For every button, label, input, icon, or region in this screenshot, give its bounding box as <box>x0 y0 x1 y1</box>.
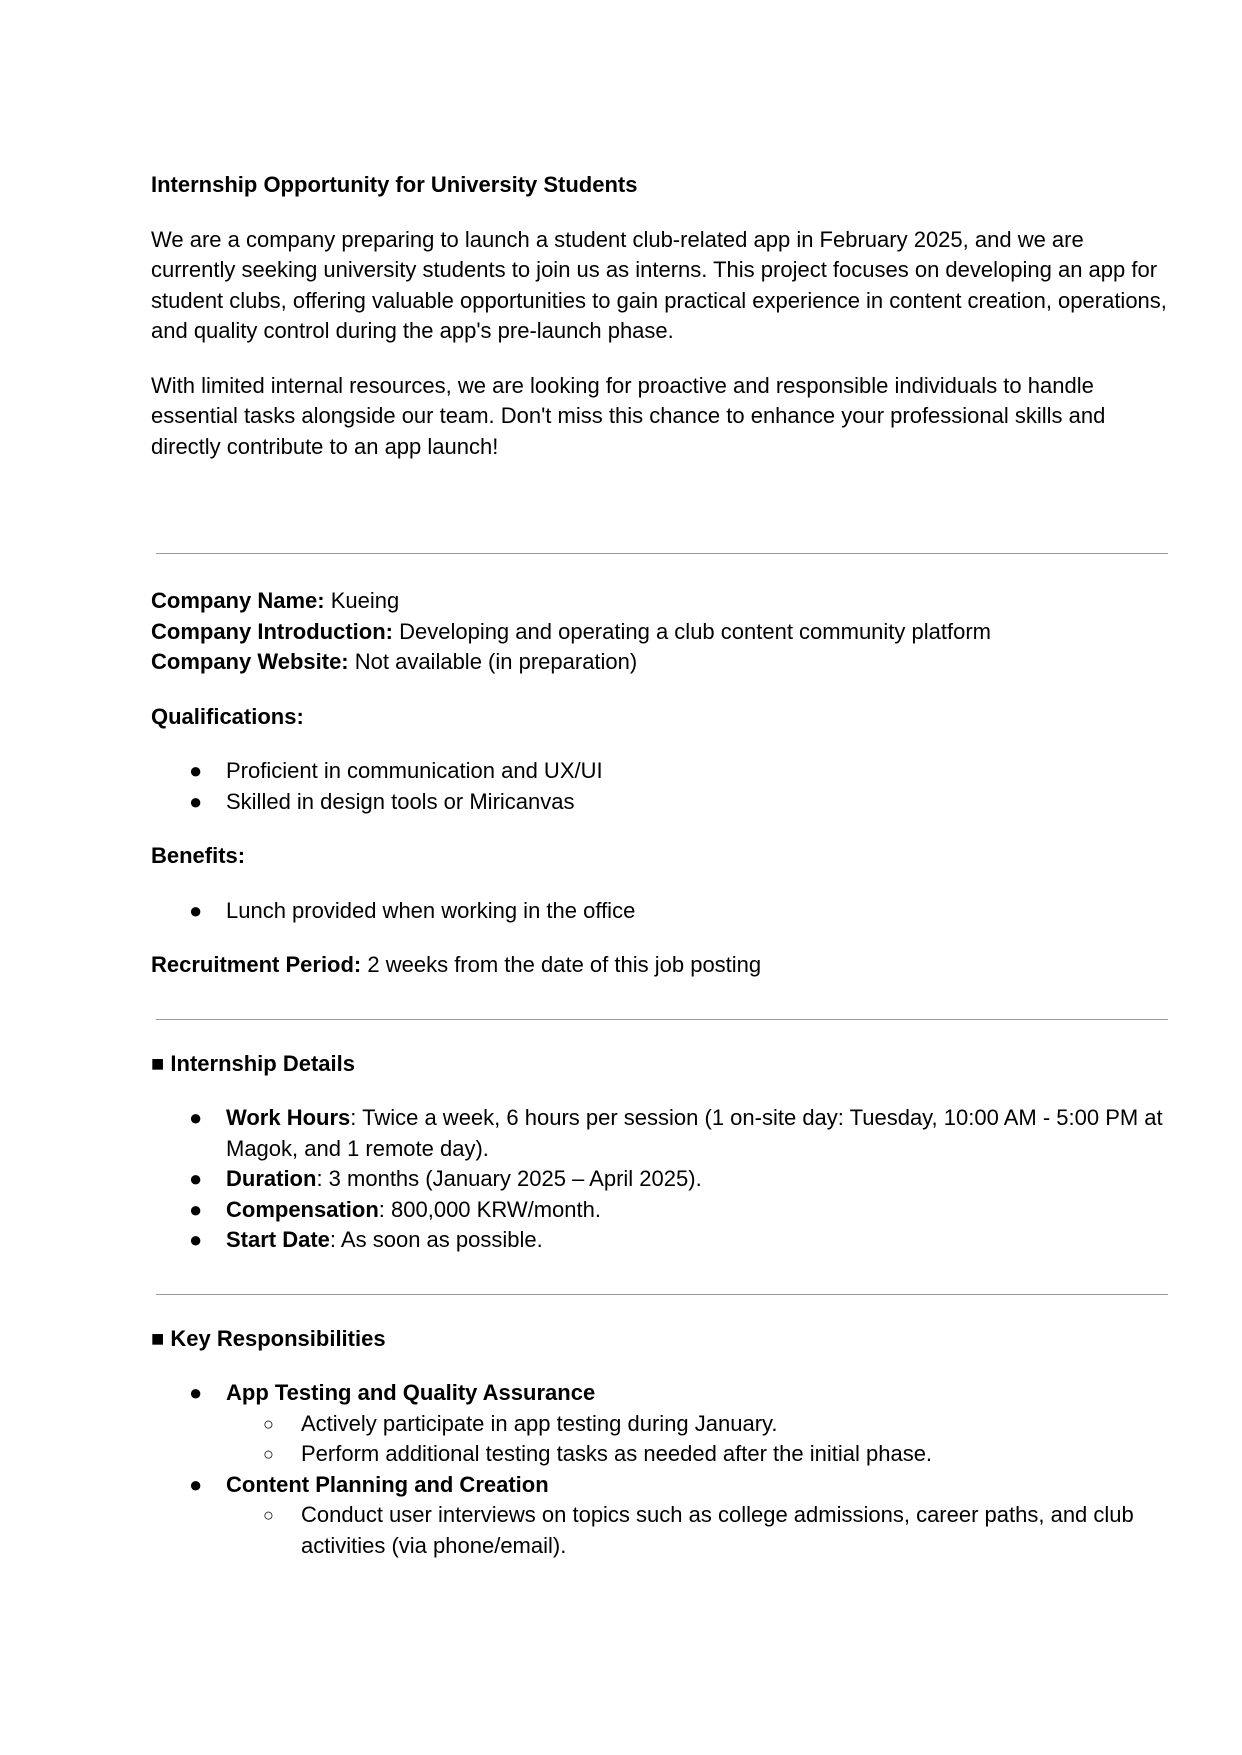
bullet-icon: ● <box>189 1471 203 1497</box>
list-item <box>151 1225 1171 1256</box>
bullet-icon: ● <box>189 1196 203 1222</box>
intro-paragraph-1: We are a company preparing to launch a student club-related app in February 2025, and we are currently seeking university students to join us as interns. This project focuses on developing an app for student clubs, offering valuable opportunities to gain practical experience in content creation, operations, and quality control during the app's pre-launch phase. <box>151 226 1167 343</box>
list-item <box>151 1164 1171 1195</box>
responsibility-title: Content Planning and Creation <box>226 1471 549 1497</box>
company-name-label: Company Name: <box>151 588 325 613</box>
bullet-icon: ● <box>189 897 203 923</box>
recruitment-period-value: 2 weeks from the date of this job posting <box>361 952 762 977</box>
sub-list-item <box>151 1409 1171 1440</box>
qualifications-heading: Qualifications: <box>151 703 304 729</box>
sub-list-item-text: Conduct user interviews on topics such as college admissions, career paths, and club activities (via phone/email). <box>301 1502 1134 1558</box>
list-item <box>151 1378 1171 1470</box>
circle-bullet-icon: ○ <box>263 1444 274 1464</box>
benefits-heading: Benefits: <box>151 843 246 868</box>
list-item <box>151 1195 1171 1226</box>
list-item <box>151 756 1171 787</box>
document-page <box>151 170 1171 1561</box>
internship-details-heading: ■ Internship Details <box>151 1050 355 1076</box>
detail-value: : 3 months (January 2025 – April 2025). <box>316 1166 702 1191</box>
intro-paragraph-2: With limited internal resources, we are looking for proactive and responsible individuals to handle essential tasks alongside our team. Don't miss this chance to enhance your professional skills and directly contribute to an app launch! <box>151 372 1106 459</box>
company-introduction-value: Developing and operating a club content community platform <box>392 618 991 644</box>
circle-bullet-icon: ○ <box>263 1505 274 1525</box>
sub-list-item-text: Perform additional testing tasks as needed after the initial phase. <box>301 1441 933 1466</box>
qualifications-list <box>151 756 1171 817</box>
document-title: Internship Opportunity for University Students <box>151 172 638 197</box>
benefits-list <box>151 896 1171 927</box>
bullet-icon: ● <box>189 758 203 783</box>
internship-details-list <box>151 1103 1171 1256</box>
circle-bullet-icon: ○ <box>263 1413 274 1434</box>
detail-label: Duration <box>226 1166 317 1191</box>
sub-list-item-text: Actively participate in app testing during January. <box>301 1410 778 1436</box>
responsibility-title: App Testing and Quality Assurance <box>226 1380 596 1405</box>
bullet-icon: ● <box>189 1380 203 1405</box>
company-name-value: Kueing <box>324 588 400 613</box>
responsibility-sublist <box>151 1500 1171 1561</box>
bullet-icon: ● <box>189 1166 203 1191</box>
list-item-text: Lunch provided when working in the office <box>226 897 636 923</box>
company-website-value: Not available (in preparation) <box>348 649 638 674</box>
detail-label: Start Date <box>226 1227 330 1252</box>
sub-list-item <box>151 1439 1171 1470</box>
detail-value: : Twice a week, 6 hours per session (1 on-site day: Tuesday, 10:00 AM - 5:00 PM at Magok, and 1 remote day). <box>226 1105 1163 1161</box>
detail-value: : 800,000 KRW/month. <box>378 1196 601 1222</box>
list-item <box>151 787 1171 818</box>
bullet-icon: ● <box>189 1227 203 1252</box>
company-introduction-label: Company Introduction: <box>151 618 393 644</box>
company-introduction <box>151 617 1171 648</box>
responsibility-sublist <box>151 1409 1171 1470</box>
bullet-icon: ● <box>189 788 203 814</box>
key-responsibilities-heading: ■ Key Responsibilities <box>151 1325 386 1351</box>
list-item-text: Proficient in communication and UX/UI <box>226 758 603 783</box>
detail-value: : As soon as possible. <box>329 1227 543 1252</box>
list-item <box>151 1103 1171 1164</box>
recruitment-period <box>151 950 1171 981</box>
list-item-text: Skilled in design tools or Miricanvas <box>226 788 575 814</box>
company-website <box>151 647 1171 678</box>
bullet-icon: ● <box>189 1105 203 1130</box>
detail-label: Work Hours <box>226 1105 351 1130</box>
company-name <box>151 586 1171 617</box>
responsibilities-list <box>151 1378 1171 1561</box>
list-item <box>151 1470 1171 1562</box>
sub-list-item <box>151 1500 1171 1561</box>
list-item <box>151 896 1171 927</box>
company-website-label: Company Website: <box>151 649 349 674</box>
detail-label: Compensation <box>226 1196 379 1222</box>
recruitment-period-label: Recruitment Period: <box>151 952 362 977</box>
